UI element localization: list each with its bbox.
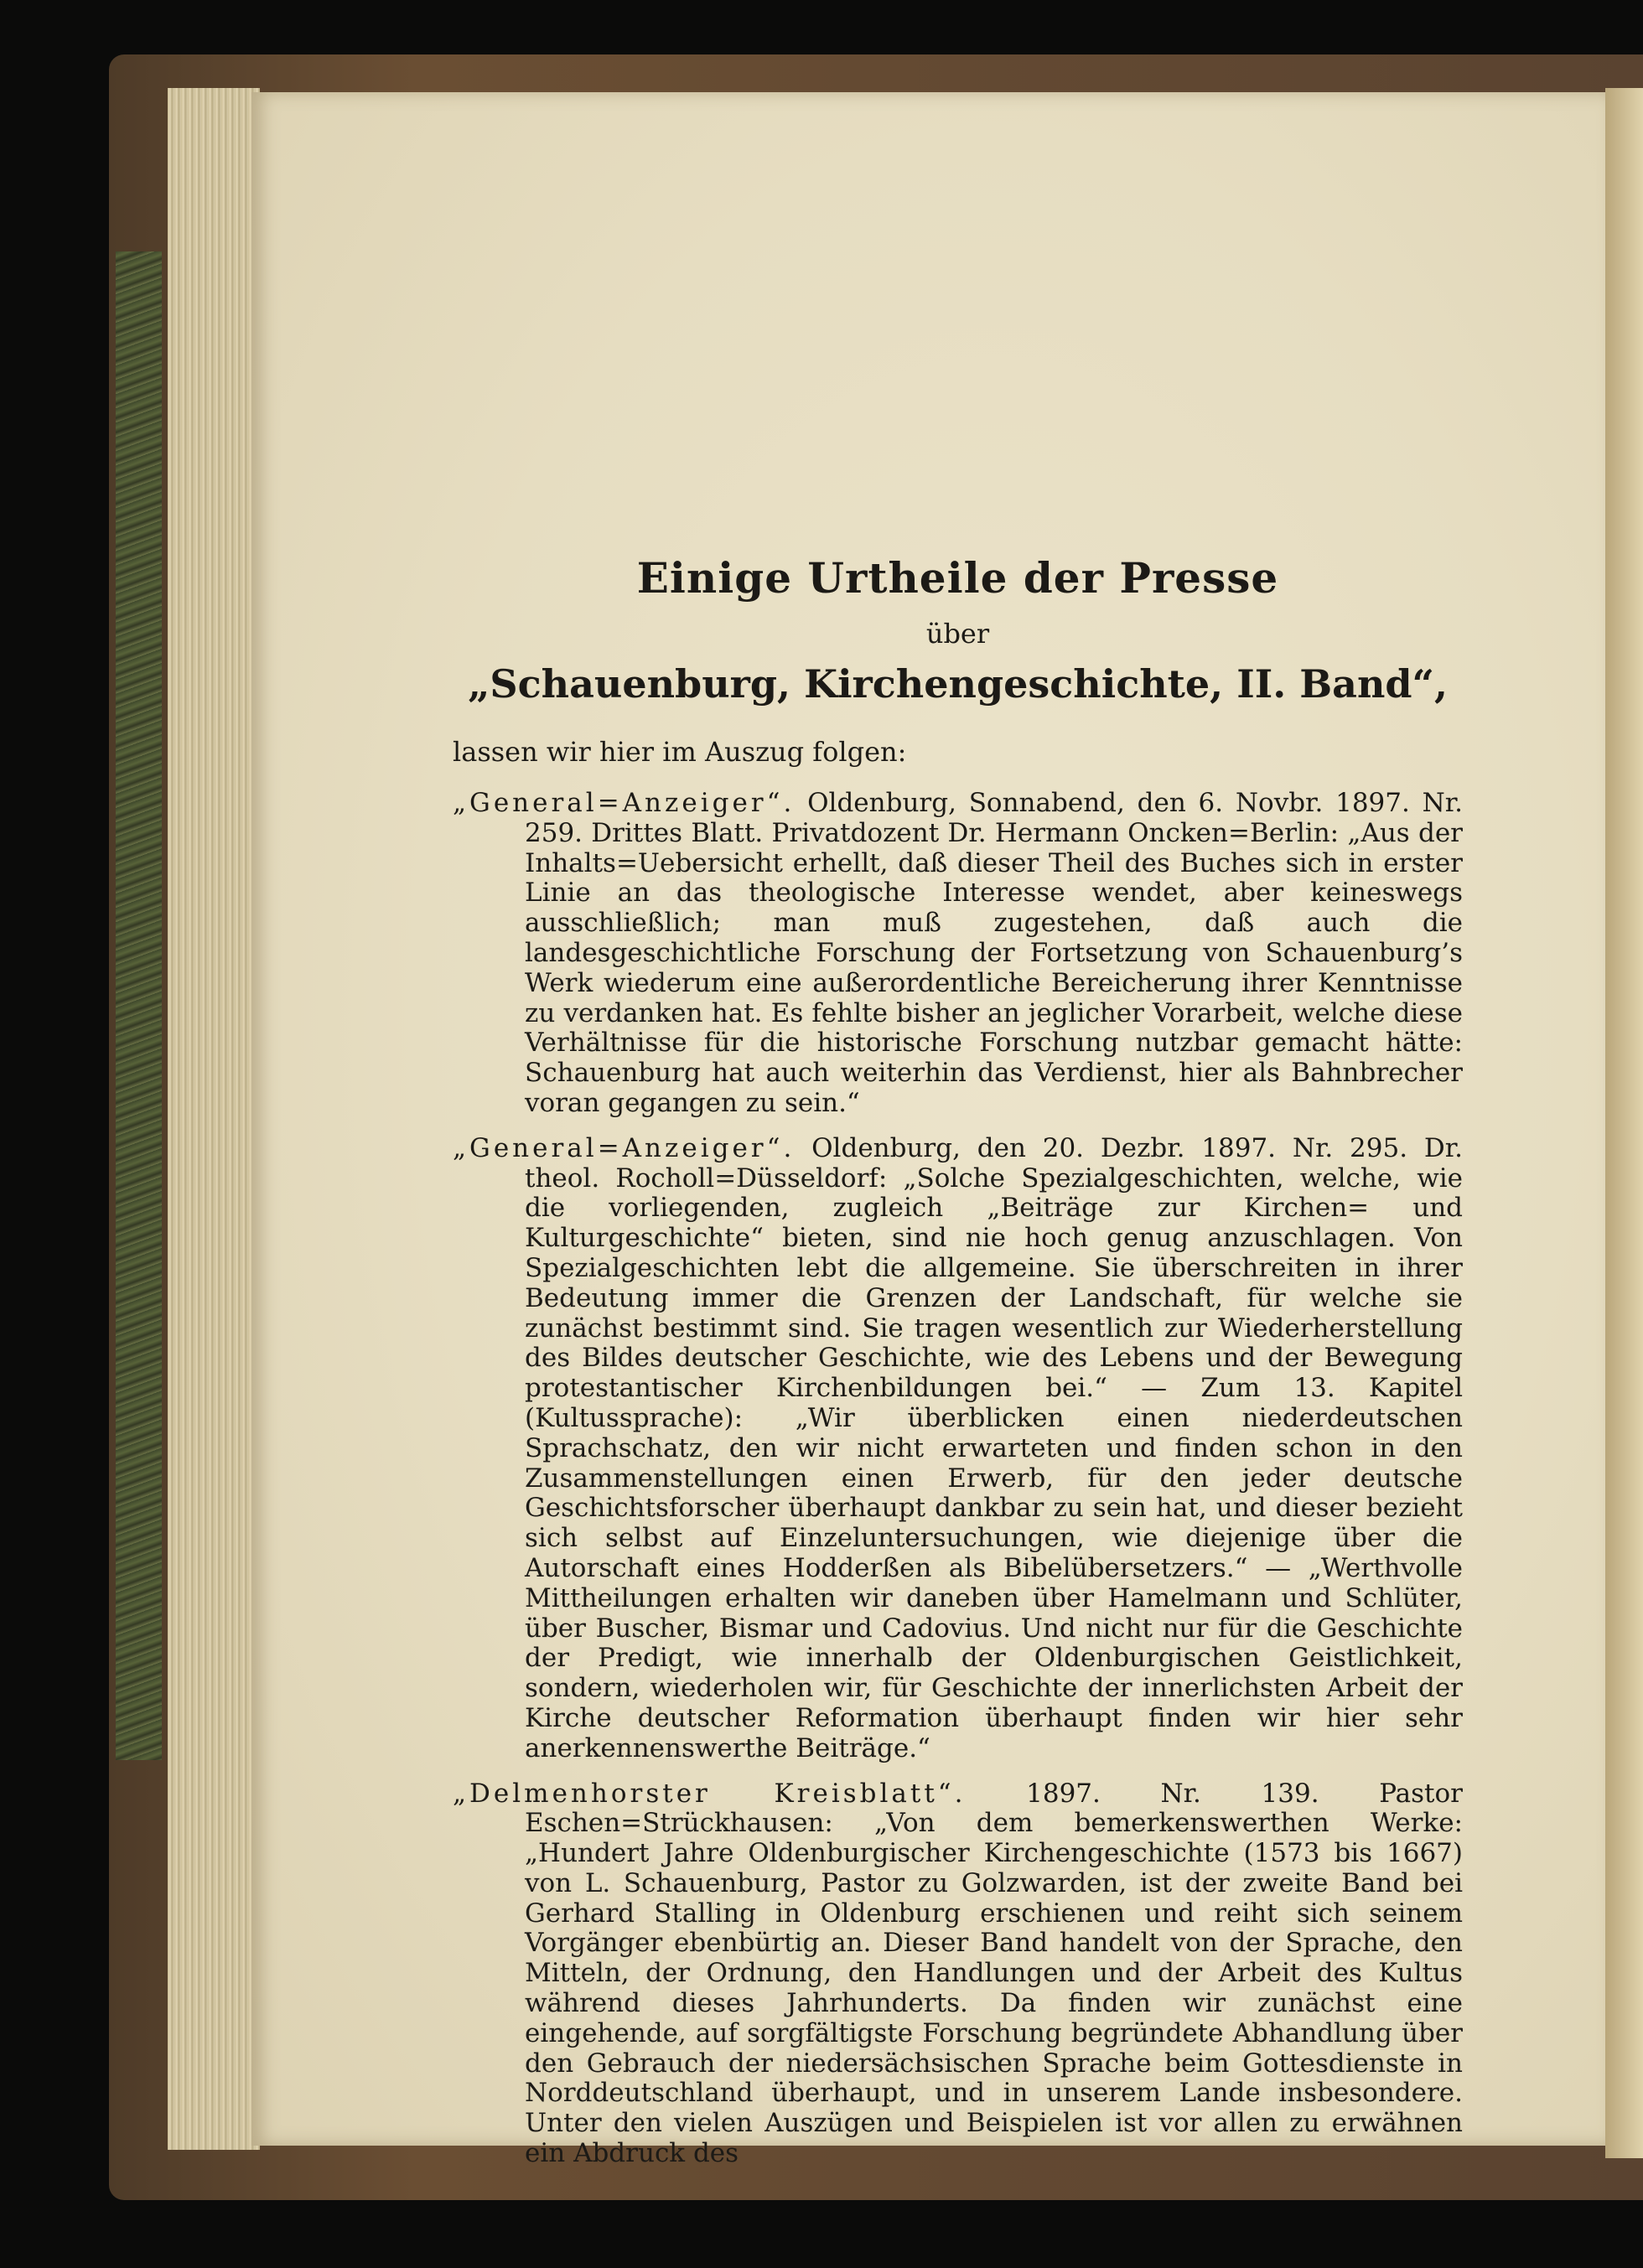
newspaper-name: „General=Anzeiger“. — [453, 788, 796, 818]
review-1 — [453, 789, 1463, 1119]
page-title: Einige Urtheile der Presse — [636, 553, 1279, 603]
review-2 — [453, 1134, 1463, 1764]
newspaper-name: „Delmenhorster Kreisblatt“. — [453, 1778, 967, 1809]
subtitle-ueber: über — [925, 618, 990, 650]
page-edges — [168, 88, 260, 2150]
review-text: Oldenburg, Sonnabend, den 6. Novbr. 1897. Nr. 259. Drittes Blatt. Privatdozent Dr. Hermann Oncken=Berlin: „Aus der Inhalts=Uebersicht erhellt, daß dieser Theil des Buches sich in erster Linie an das theologische Interesse wendet, aber keineswegs ausschließlich; man muß zugestehen, daß auch die landesgeschichtliche Forschung der Fortsetzung von Schauenburg’s Werk wiederum eine außerordentliche Bereicherung ihrer Kenntnisse zu verdanken hat. Es fehlte bisher an jeglicher Vorarbeit, welche diese Verhältnisse für die historische Forschung nutzbar gemacht hätte: Schauenburg hat auch weiterhin das Verdienst, hier als Bahnbrecher voran gegangen zu sein.“ — [525, 788, 1463, 1118]
newspaper-name: „General=Anzeiger“. — [453, 1132, 796, 1163]
review-text: 1897. Nr. 139. Pastor Eschen=Strückhausen: „Von dem bemerkenswerthen Werke: „Hundert Jahre Oldenburgischer Kirchengeschichte (1573 bis 1667) von L. Schauenburg, Pastor zu Golzwarden, ist der zweite Band bei Gerhard Stalling in Oldenburg erschienen und reiht sich seinem Vorgänger ebenbürtig an. Dieser Band handelt von der Sprache, den Mitteln, der Ordnung, den Handlungen und der Arbeit des Kultus während dieses Jahrhunderts. Da finden wir zunächst eine eingehende, auf sorgfältigste Forschung begründete Abhandlung über den Gebrauch der niedersächsischen Sprache beim Gottesdienste in Norddeutschland überhaupt, und in unserem Lande insbesondere. Unter den vielen Auszügen und Beispielen ist vor allen zu erwähnen ein Abdruck des — [525, 1778, 1463, 2169]
marbled-cover-edge — [116, 251, 162, 1760]
intro-line: lassen wir hier im Auszug folgen: — [453, 736, 907, 768]
facing-page-edge — [1605, 88, 1643, 2158]
review-text: Oldenburg, den 20. Dezbr. 1897. Nr. 295. Dr. theol. Rocholl=Düsseldorf: „Solche Spezialgeschichten, welche, wie die vorliegenden, zugleich „Beiträge zur Kirchen= und Kulturgeschichte“ bieten, sind nie hoch genug anzuschlagen. Von Spezialgeschichten lebt die allgemeine. Sie überschreiten in ihrer Bedeutung immer die Grenzen der Landschaft, für welche sie zunächst bestimmt sind. Sie tragen wesentlich zur Wiederherstellung des Bildes deutscher Geschichte, wie des Lebens und der Bewegung protestantischer Kirchenbildungen bei.“ — Zum 13. Kapitel (Kultussprache): „Wir überblicken einen niederdeutschen Sprachschatz, den wir nicht erwarteten und finden schon in den Zusammenstellungen einen Erwerb, für den jeder deutsche Geschichtsforscher überhaupt dankbar zu sein hat, und dieser bezieht sich selbst auf Einzeluntersuchungen, wie diejenige über die Autorschaft eines Hodderßen als Bibelübersetzers.“ — „Werthvolle Mittheilungen erhalten wir daneben über Hamelmann und Schlüter, über Buscher, Bismar und Cadovius. Und nicht nur für die Geschichte der Predigt, wie innerhalb der Oldenburgischen Geistlichkeit, sondern, wiederholen wir, für Geschichte der innerlichsten Arbeit der Kirche deutscher Reformation überhaupt finden wir hier sehr anerkennenswerthe Beiträge.“ — [525, 1132, 1463, 1763]
book-title: „Schauenburg, Kirchengeschichte, II. Band“, — [467, 661, 1449, 707]
review-3 — [453, 1779, 1463, 2169]
page-content — [453, 553, 1463, 2184]
